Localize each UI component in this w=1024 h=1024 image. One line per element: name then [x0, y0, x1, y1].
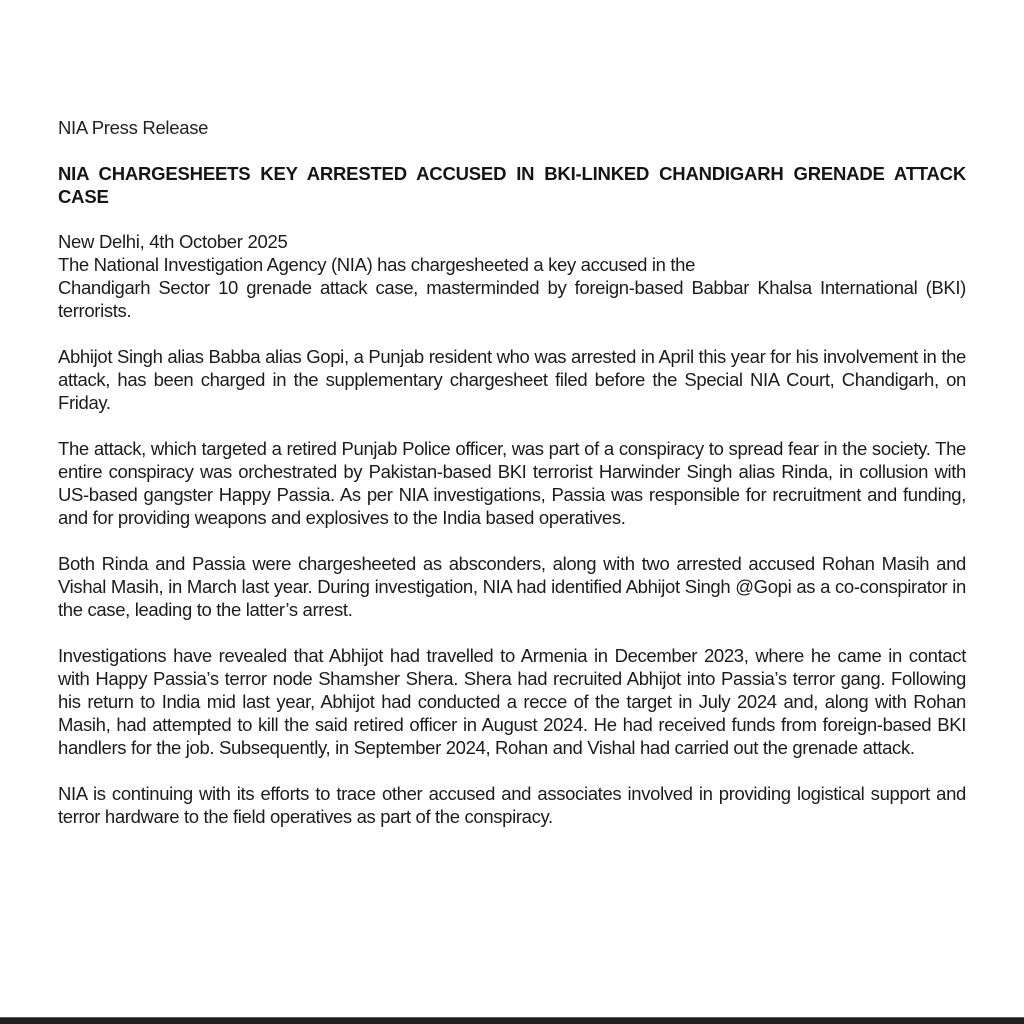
press-release-document [58, 116, 966, 851]
body-paragraph: Both Rinda and Passia were chargesheeted as absconders, along with two arrested accused Rohan Masih and Vishal Masih, in March last year. During investigation, NIA had identified Abhijot Singh @Gopi as a co-conspirator in the case, leading to the latter’s arrest. [58, 553, 966, 620]
lead-first-line: The National Investigation Agency (NIA) has chargesheeted a key accused in the [58, 254, 696, 275]
body-paragraph: Abhijot Singh alias Babba alias Gopi, a Punjab resident who was arrested in April this year for his involvement in the attack, has been charged in the supplementary chargesheet filed before the Special NIA Court, Chandigarh, on Friday. [58, 346, 966, 413]
lead-rest: Chandigarh Sector 10 grenade attack case, masterminded by foreign-based Babbar Khalsa International (BKI) terrorists. [58, 277, 966, 321]
headline: NIA CHARGESHEETS KEY ARRESTED ACCUSED IN BKI-LINKED CHANDIGARH GRENADE ATTACK CASE [58, 163, 966, 207]
body-paragraph: NIA is continuing with its efforts to trace other accused and associates involved in providing logistical support and terror hardware to the field operatives as part of the conspiracy. [58, 783, 966, 827]
dateline: New Delhi, 4th October 2025 [58, 231, 288, 252]
bottom-edge-bar [0, 1017, 1024, 1024]
lead-paragraph [58, 253, 966, 322]
body-paragraph: Investigations have revealed that Abhijot had travelled to Armenia in December 2023, where he came in contact with Happy Passia’s terror node Shamsher Shera. Shera had recruited Abhijot into Passia’s terror gang. Following his return to India mid last year, Abhijot had conducted a recce of the target in July 2024 and, along with Rohan Masih, had attempted to kill the said retired officer in August 2024. He had received funds from foreign-based BKI handlers for the job. Subsequently, in September 2024, Rohan and Vishal had carried out the grenade attack. [58, 645, 966, 758]
body-paragraph: The attack, which targeted a retired Punjab Police officer, was part of a conspiracy to spread fear in the society. The entire conspiracy was orchestrated by Pakistan-based BKI terrorist Harwinder Singh alias Rinda, in collusion with US-based gangster Happy Passia. As per NIA investigations, Passia was responsible for recruitment and funding, and for providing weapons and explosives to the India based operatives. [58, 438, 966, 528]
release-label: NIA Press Release [58, 117, 209, 138]
